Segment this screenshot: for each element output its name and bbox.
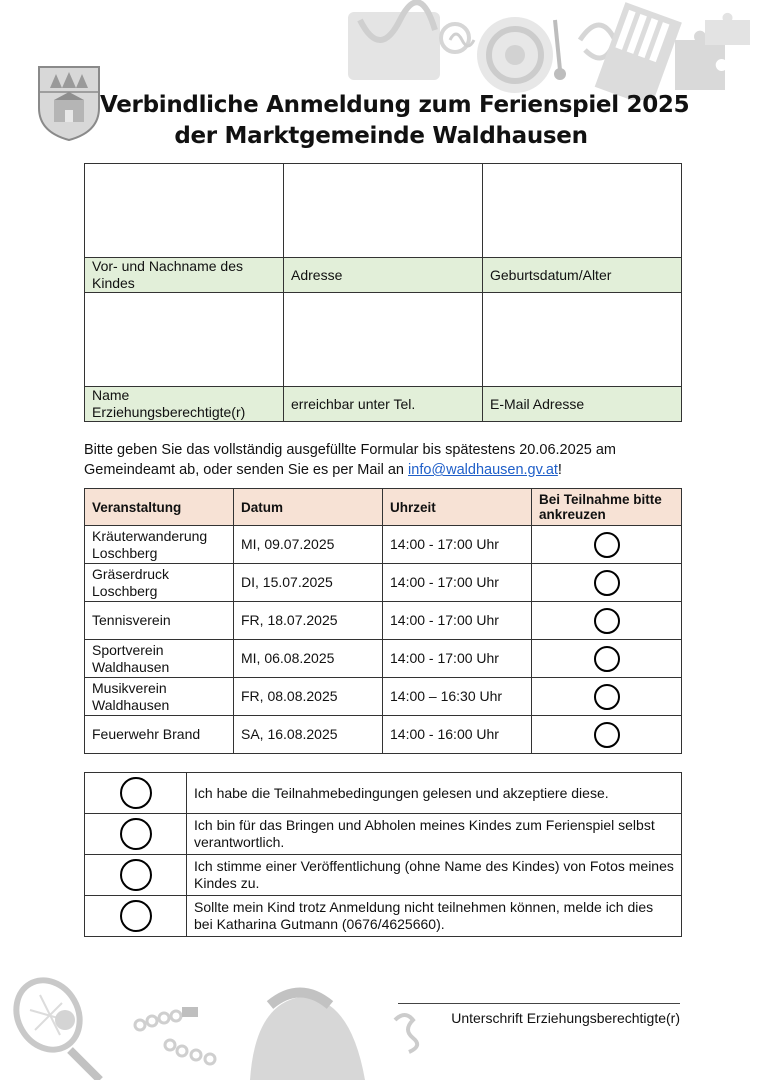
terms-table <box>84 772 682 937</box>
term-text: Sollte mein Kind trotz Anmeldung nicht teilnehmen können, melde ich dies bei Katharina Gutmann (0676/4625660). <box>187 896 682 937</box>
event-name: Kräuterwanderung Loschberg <box>85 526 234 564</box>
guardian-label-row <box>85 387 682 422</box>
event-time: 14:00 - 17:00 Uhr <box>383 640 532 678</box>
event-row <box>85 526 682 564</box>
term-check-circle[interactable] <box>120 900 152 932</box>
guardian-input-row <box>85 293 682 387</box>
signature-line[interactable] <box>398 1003 680 1004</box>
event-time: 14:00 - 17:00 Uhr <box>383 526 532 564</box>
child-name-field[interactable] <box>85 164 284 258</box>
term-check-cell <box>85 896 187 937</box>
child-birthdate-label: Geburtsdatum/Alter <box>483 258 682 293</box>
header-date: Datum <box>234 489 383 526</box>
event-row <box>85 602 682 640</box>
event-time: 14:00 – 16:30 Uhr <box>383 678 532 716</box>
term-row <box>85 814 682 855</box>
event-row <box>85 678 682 716</box>
event-name: Feuerwehr Brand <box>85 716 234 754</box>
submission-note <box>84 440 684 480</box>
header-checkbox: Bei Teilnahme bitte ankreuzen <box>532 489 682 526</box>
guardian-name-field[interactable] <box>85 293 284 387</box>
event-row <box>85 564 682 602</box>
event-date: MI, 06.08.2025 <box>234 640 383 678</box>
decorative-collage-top <box>340 0 762 100</box>
event-name: Tennisverein <box>85 602 234 640</box>
note-text: Bitte geben Sie das vollständig ausgefüllte Formular bis spätestens 20.06.2025 am Gemeindeamt ab, oder senden Sie es per Mail an <box>84 442 616 478</box>
term-row <box>85 773 682 814</box>
term-check-cell <box>85 855 187 896</box>
event-date: SA, 16.08.2025 <box>234 716 383 754</box>
term-text: Ich habe die Teilnahmebedingungen gelesen und akzeptiere diese. <box>187 773 682 814</box>
event-check-cell <box>532 678 682 716</box>
event-check-cell <box>532 564 682 602</box>
term-check-circle[interactable] <box>120 777 152 809</box>
guardian-name-label: Name Erziehungsberechtigte(r) <box>85 387 284 422</box>
term-row <box>85 855 682 896</box>
header-event: Veranstaltung <box>85 489 234 526</box>
municipal-crest-logo <box>36 64 102 142</box>
event-date: MI, 09.07.2025 <box>234 526 383 564</box>
term-check-circle[interactable] <box>120 859 152 891</box>
events-header-row <box>85 489 682 526</box>
term-check-cell <box>85 814 187 855</box>
child-address-field[interactable] <box>284 164 483 258</box>
event-row <box>85 716 682 754</box>
term-row <box>85 896 682 937</box>
child-input-row <box>85 164 682 258</box>
event-time: 14:00 - 16:00 Uhr <box>383 716 532 754</box>
term-text: Ich bin für das Bringen und Abholen meines Kindes zum Ferienspiel selbst verantwortlich. <box>187 814 682 855</box>
event-check-cell <box>532 716 682 754</box>
event-time: 14:00 - 17:00 Uhr <box>383 564 532 602</box>
registration-info-table <box>84 163 682 422</box>
title-line-2: der Marktgemeinde Waldhausen <box>174 123 588 149</box>
events-table <box>84 488 682 754</box>
child-name-label: Vor- und Nachname des Kindes <box>85 258 284 293</box>
child-label-row <box>85 258 682 293</box>
event-row <box>85 640 682 678</box>
event-check-circle[interactable] <box>594 608 620 634</box>
header-time: Uhrzeit <box>383 489 532 526</box>
signature-label: Unterschrift Erziehungsberechtigte(r) <box>451 1010 680 1026</box>
title-line-1: Verbindliche Anmeldung zum Ferienspiel 2025 <box>100 92 690 118</box>
guardian-phone-label: erreichbar unter Tel. <box>284 387 483 422</box>
event-date: FR, 18.07.2025 <box>234 602 383 640</box>
page-title <box>100 90 690 152</box>
guardian-phone-field[interactable] <box>284 293 483 387</box>
event-date: FR, 08.08.2025 <box>234 678 383 716</box>
event-check-circle[interactable] <box>594 532 620 558</box>
guardian-email-label: E-Mail Adresse <box>483 387 682 422</box>
decorative-collage-bottom <box>0 975 420 1080</box>
event-name: Musikverein Waldhausen <box>85 678 234 716</box>
event-check-cell <box>532 602 682 640</box>
event-check-circle[interactable] <box>594 684 620 710</box>
term-check-circle[interactable] <box>120 818 152 850</box>
child-birthdate-field[interactable] <box>483 164 682 258</box>
event-check-circle[interactable] <box>594 722 620 748</box>
event-date: DI, 15.07.2025 <box>234 564 383 602</box>
term-check-cell <box>85 773 187 814</box>
event-name: Sportverein Waldhausen <box>85 640 234 678</box>
event-check-cell <box>532 526 682 564</box>
event-name: Gräserdruck Loschberg <box>85 564 234 602</box>
event-check-circle[interactable] <box>594 646 620 672</box>
guardian-email-field[interactable] <box>483 293 682 387</box>
email-link[interactable]: info@waldhausen.gv.at <box>408 462 558 478</box>
event-check-circle[interactable] <box>594 570 620 596</box>
event-time: 14:00 - 17:00 Uhr <box>383 602 532 640</box>
term-text: Ich stimme einer Veröffentlichung (ohne Name des Kindes) von Fotos meines Kindes zu. <box>187 855 682 896</box>
event-check-cell <box>532 640 682 678</box>
child-address-label: Adresse <box>284 258 483 293</box>
note-end: ! <box>557 462 562 478</box>
